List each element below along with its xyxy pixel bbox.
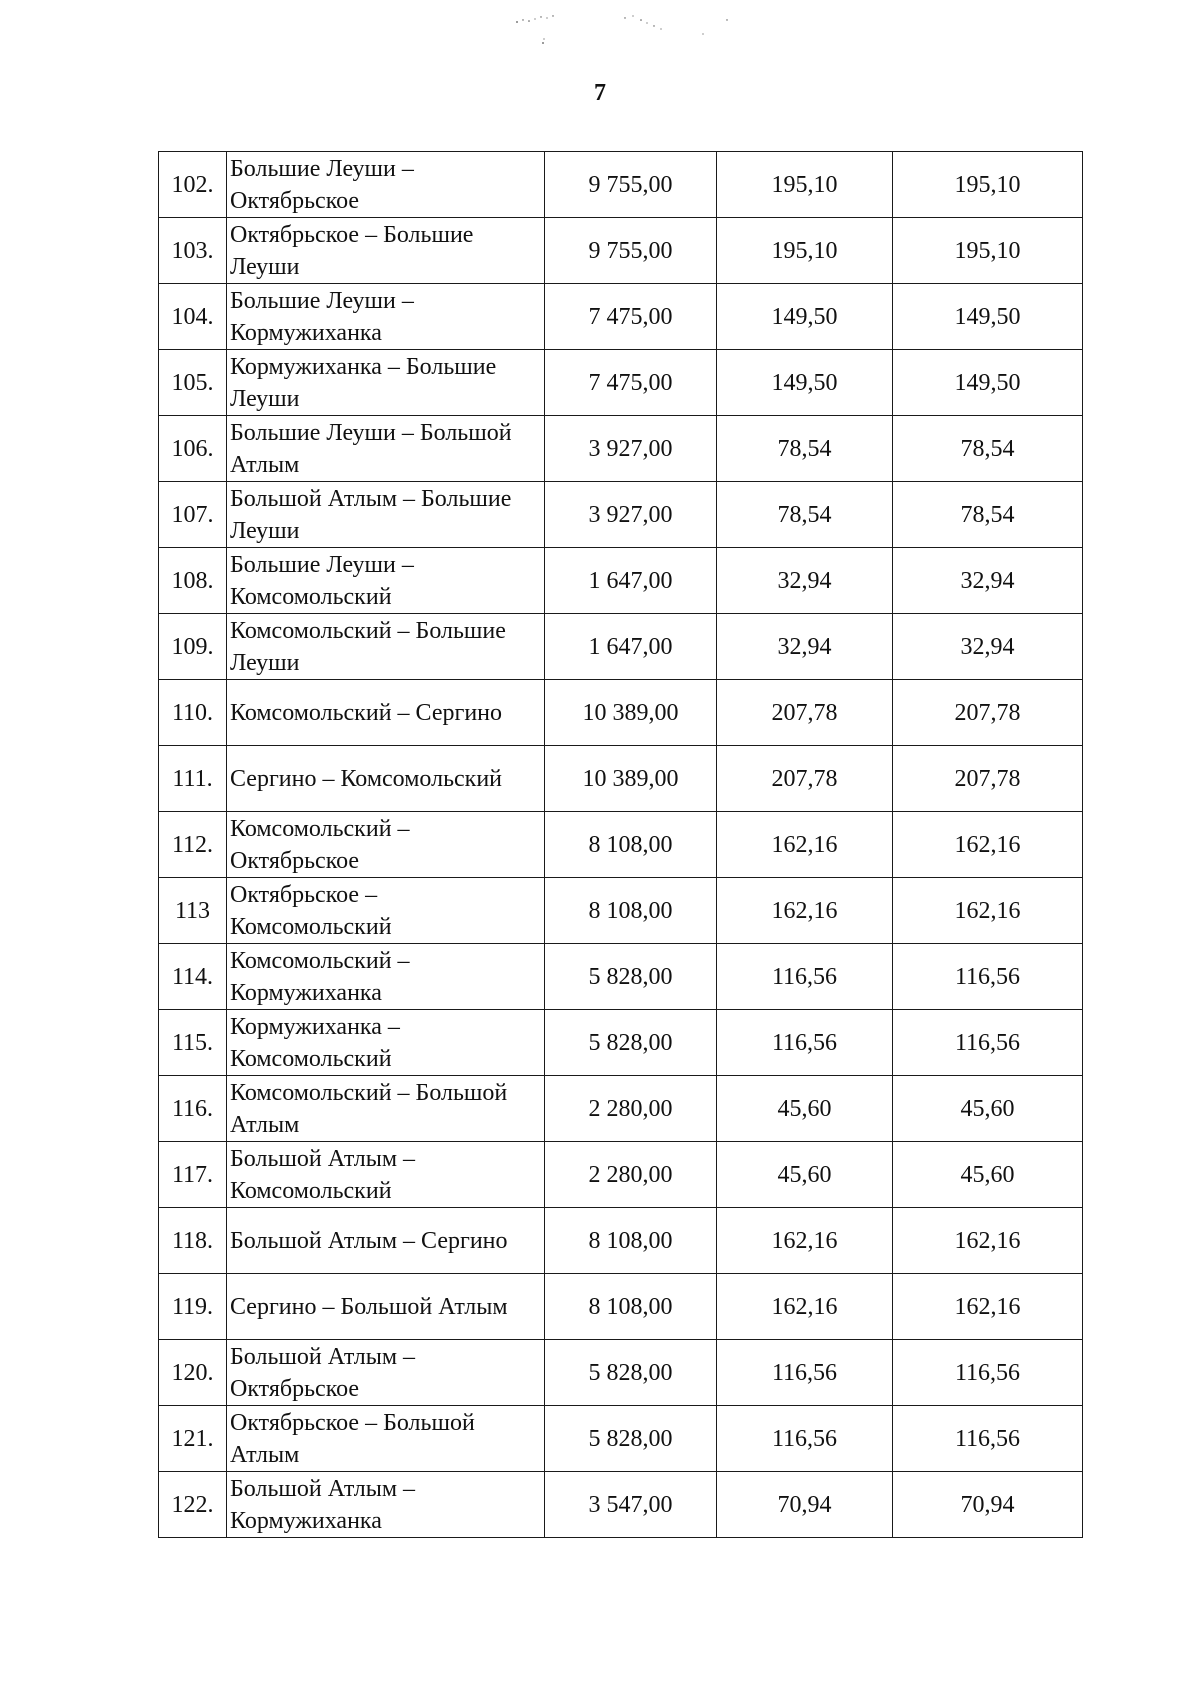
table-row — [159, 284, 1083, 350]
page-number: 7 — [594, 80, 606, 106]
route-cell: Большой Атлым – Октябрьское — [227, 1340, 545, 1406]
tariff-a-cell: 70,94 — [717, 1472, 893, 1538]
tariff-b-cell: 116,56 — [893, 1406, 1083, 1472]
tariff-b-cell: 32,94 — [893, 614, 1083, 680]
distance-cell: 1 647,00 — [545, 614, 717, 680]
tariff-b-cell: 207,78 — [893, 746, 1083, 812]
row-number-cell: 118. — [159, 1208, 227, 1274]
route-cell: Кормужиханка – Комсомольский — [227, 1010, 545, 1076]
table-row — [159, 944, 1083, 1010]
distance-cell: 7 475,00 — [545, 350, 717, 416]
tariff-b-cell: 78,54 — [893, 416, 1083, 482]
tariff-a-cell: 195,10 — [717, 152, 893, 218]
row-number-cell: 117. — [159, 1142, 227, 1208]
table-row — [159, 482, 1083, 548]
row-number-cell: 107. — [159, 482, 227, 548]
tariff-a-cell: 162,16 — [717, 1208, 893, 1274]
distance-cell: 9 755,00 — [545, 218, 717, 284]
row-number-cell: 102. — [159, 152, 227, 218]
distance-cell: 2 280,00 — [545, 1076, 717, 1142]
row-number-cell: 104. — [159, 284, 227, 350]
tariff-b-cell: 45,60 — [893, 1142, 1083, 1208]
route-cell: Большой Атлым – Комсомольский — [227, 1142, 545, 1208]
row-number-cell: 111. — [159, 746, 227, 812]
tariff-b-cell: 32,94 — [893, 548, 1083, 614]
tariff-b-cell: 149,50 — [893, 350, 1083, 416]
distance-cell: 1 647,00 — [545, 548, 717, 614]
distance-cell: 8 108,00 — [545, 1274, 717, 1340]
distance-cell: 3 927,00 — [545, 482, 717, 548]
route-cell: Комсомольский – Кормужиханка — [227, 944, 545, 1010]
tariff-b-cell: 149,50 — [893, 284, 1083, 350]
table-row — [159, 548, 1083, 614]
tariff-a-cell: 149,50 — [717, 350, 893, 416]
distance-cell: 2 280,00 — [545, 1142, 717, 1208]
row-number-cell: 110. — [159, 680, 227, 746]
route-cell: Большой Атлым – Сергино — [227, 1208, 545, 1274]
tariff-a-cell: 149,50 — [717, 284, 893, 350]
distance-cell: 5 828,00 — [545, 1010, 717, 1076]
table-row — [159, 680, 1083, 746]
distance-cell: 8 108,00 — [545, 1208, 717, 1274]
tariff-b-cell: 162,16 — [893, 1208, 1083, 1274]
tariff-a-cell: 116,56 — [717, 1406, 893, 1472]
tariff-a-cell: 207,78 — [717, 680, 893, 746]
tariff-b-cell: 195,10 — [893, 152, 1083, 218]
row-number-cell: 122. — [159, 1472, 227, 1538]
route-cell: Большой Атлым – Большие Леуши — [227, 482, 545, 548]
tariff-b-cell: 70,94 — [893, 1472, 1083, 1538]
tariff-a-cell: 78,54 — [717, 416, 893, 482]
table-row — [159, 1274, 1083, 1340]
route-cell: Комсомольский – Большой Атлым — [227, 1076, 545, 1142]
tariff-table — [158, 151, 1083, 1538]
table-row — [159, 1010, 1083, 1076]
table-row — [159, 1406, 1083, 1472]
distance-cell: 10 389,00 — [545, 680, 717, 746]
row-number-cell: 116. — [159, 1076, 227, 1142]
table-row — [159, 350, 1083, 416]
tariff-a-cell: 32,94 — [717, 614, 893, 680]
tariff-a-cell: 45,60 — [717, 1076, 893, 1142]
distance-cell: 8 108,00 — [545, 812, 717, 878]
tariff-a-cell: 195,10 — [717, 218, 893, 284]
tariff-b-cell: 116,56 — [893, 1010, 1083, 1076]
distance-cell: 8 108,00 — [545, 878, 717, 944]
tariff-a-cell: 45,60 — [717, 1142, 893, 1208]
row-number-cell: 106. — [159, 416, 227, 482]
tariff-a-cell: 32,94 — [717, 548, 893, 614]
route-cell: Комсомольский – Октябрьское — [227, 812, 545, 878]
table-row — [159, 152, 1083, 218]
route-cell: Кормужиханка – Большие Леуши — [227, 350, 545, 416]
tariff-a-cell: 162,16 — [717, 878, 893, 944]
route-cell: Октябрьское – Большой Атлым — [227, 1406, 545, 1472]
row-number-cell: 119. — [159, 1274, 227, 1340]
route-cell: Большие Леуши – Октябрьское — [227, 152, 545, 218]
tariff-b-cell: 195,10 — [893, 218, 1083, 284]
tariff-b-cell: 116,56 — [893, 1340, 1083, 1406]
tariff-a-cell: 162,16 — [717, 812, 893, 878]
distance-cell: 9 755,00 — [545, 152, 717, 218]
distance-cell: 5 828,00 — [545, 1340, 717, 1406]
tariff-b-cell: 162,16 — [893, 878, 1083, 944]
distance-cell: 3 927,00 — [545, 416, 717, 482]
table-body — [159, 152, 1083, 1538]
tariff-a-cell: 162,16 — [717, 1274, 893, 1340]
tariff-b-cell: 207,78 — [893, 680, 1083, 746]
route-cell: Октябрьское – Большие Леуши — [227, 218, 545, 284]
tariff-b-cell: 116,56 — [893, 944, 1083, 1010]
table-row — [159, 218, 1083, 284]
table-row — [159, 878, 1083, 944]
distance-cell: 5 828,00 — [545, 944, 717, 1010]
route-cell: Сергино – Комсомольский — [227, 746, 545, 812]
row-number-cell: 109. — [159, 614, 227, 680]
row-number-cell: 103. — [159, 218, 227, 284]
row-number-cell: 114. — [159, 944, 227, 1010]
route-cell: Сергино – Большой Атлым — [227, 1274, 545, 1340]
table-row — [159, 614, 1083, 680]
route-cell: Комсомольский – Большие Леуши — [227, 614, 545, 680]
distance-cell: 3 547,00 — [545, 1472, 717, 1538]
row-number-cell: 105. — [159, 350, 227, 416]
distance-cell: 7 475,00 — [545, 284, 717, 350]
tariff-a-cell: 116,56 — [717, 944, 893, 1010]
scan-noise-mark — [505, 8, 735, 48]
distance-cell: 5 828,00 — [545, 1406, 717, 1472]
table-row — [159, 1340, 1083, 1406]
route-cell: Большой Атлым – Кормужиханка — [227, 1472, 545, 1538]
row-number-cell: 121. — [159, 1406, 227, 1472]
row-number-cell: 120. — [159, 1340, 227, 1406]
row-number-cell: 113 — [159, 878, 227, 944]
table-row — [159, 1208, 1083, 1274]
tariff-b-cell: 78,54 — [893, 482, 1083, 548]
table-row — [159, 1076, 1083, 1142]
tariff-a-cell: 116,56 — [717, 1010, 893, 1076]
table-row — [159, 812, 1083, 878]
tariff-b-cell: 162,16 — [893, 812, 1083, 878]
tariff-b-cell: 45,60 — [893, 1076, 1083, 1142]
route-cell: Большие Леуши – Большой Атлым — [227, 416, 545, 482]
route-cell: Комсомольский – Сергино — [227, 680, 545, 746]
row-number-cell: 108. — [159, 548, 227, 614]
route-cell: Октябрьское – Комсомольский — [227, 878, 545, 944]
tariff-a-cell: 78,54 — [717, 482, 893, 548]
table-row — [159, 416, 1083, 482]
table-row — [159, 1472, 1083, 1538]
row-number-cell: 115. — [159, 1010, 227, 1076]
table-row — [159, 1142, 1083, 1208]
tariff-a-cell: 207,78 — [717, 746, 893, 812]
tariff-a-cell: 116,56 — [717, 1340, 893, 1406]
table-row — [159, 746, 1083, 812]
route-cell: Большие Леуши – Кормужиханка — [227, 284, 545, 350]
tariff-b-cell: 162,16 — [893, 1274, 1083, 1340]
route-cell: Большие Леуши – Комсомольский — [227, 548, 545, 614]
row-number-cell: 112. — [159, 812, 227, 878]
distance-cell: 10 389,00 — [545, 746, 717, 812]
